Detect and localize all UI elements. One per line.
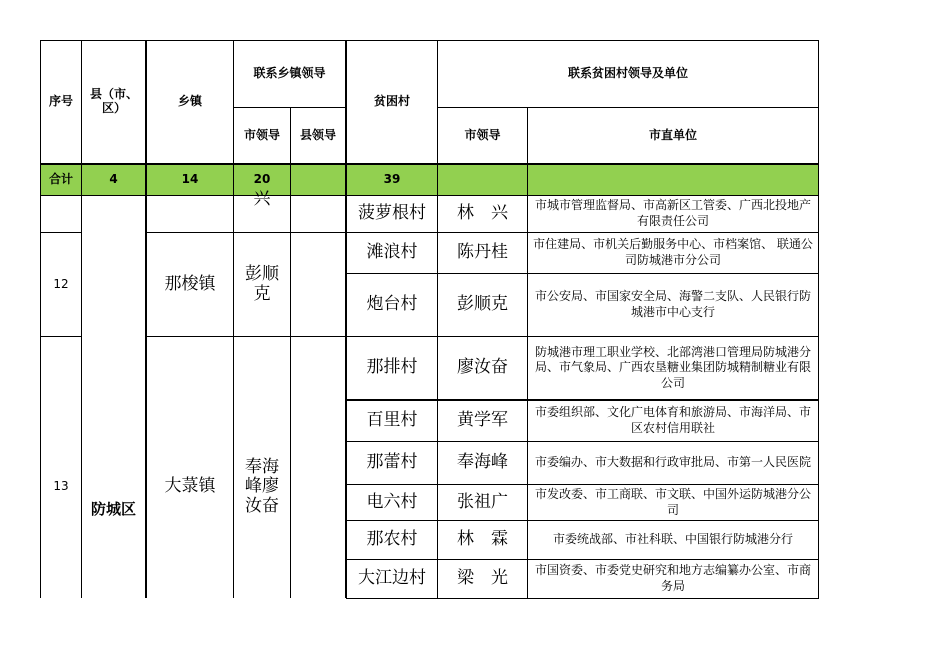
units-cell: 市委组织部、文化广电体育和旅游局、市海洋局、市区农村信用联社 — [534, 405, 811, 435]
units-cell: 市国资委、市委党史研究和地方志编纂办公室、市商务局 — [534, 563, 811, 593]
units-cell: 市公安局、市国家安全局、海警二支队、人民银行防城港市中心支行 — [534, 289, 811, 319]
total-villages: 39 — [383, 172, 401, 187]
leader-cell: 陈丹桂 — [457, 242, 508, 263]
header-city-leader: 市领导 — [243, 127, 280, 142]
leader-cell: 张祖广 — [457, 491, 508, 512]
town-city-leader-13: 奉海峰廖汝奋 — [245, 456, 279, 516]
village-cell: 百里村 — [366, 410, 418, 431]
units-cell: 防城港市理工职业学校、北部湾港口管理局防城港分局、市气象局、广西农垦糖业集团防城精制糖业有限公司 — [534, 344, 811, 390]
header-seq: 序号 — [48, 94, 73, 109]
units-cell: 市发改委、市工商联、市文联、中国外运防城港分公司 — [534, 486, 811, 517]
header-town-leaders: 联系乡镇领导 — [253, 66, 326, 81]
seq-13: 13 — [53, 479, 69, 494]
units-cell: 市委统战部、市社科联、中国银行防城港分行 — [552, 532, 793, 547]
total-counties: 4 — [109, 172, 118, 187]
header-village-city-leader: 市领导 — [464, 127, 501, 142]
units-cell: 市住建局、市机关后勤服务中心、市档案馆、 联通公司防城港市分公司 — [533, 237, 813, 267]
leader-cell: 奉海峰 — [457, 452, 508, 473]
header-city-units: 市直单位 — [648, 127, 697, 142]
total-city-leaders: 20 — [253, 172, 271, 187]
leader-cell: 梁 光 — [457, 568, 508, 589]
town-city-leader-12: 彭顺克 — [245, 263, 279, 304]
leader-cell: 林 霖 — [457, 529, 508, 550]
town-dalu: 大菉镇 — [164, 476, 216, 497]
leader-cell: 黄学军 — [457, 410, 508, 431]
total-label: 合计 — [48, 172, 73, 187]
units-cell: 市城市管理监督局、市高新区工管委、广西北投地产有限责任公司 — [534, 198, 811, 228]
seq-12: 12 — [53, 276, 69, 291]
town-nasuo: 那梭镇 — [164, 273, 216, 294]
village-cell: 炮台村 — [366, 294, 418, 315]
village-cell: 滩浪村 — [366, 242, 418, 263]
total-towns: 14 — [181, 172, 199, 187]
village-cell: 那蕾村 — [366, 452, 418, 473]
header-county: 县（市、区） — [89, 87, 138, 115]
county-fangcheng: 防城区 — [90, 500, 136, 519]
header-town: 乡镇 — [177, 94, 202, 109]
header-village-leaders-units: 联系贫困村领导及单位 — [567, 66, 688, 81]
leader-cell: 林 兴 — [457, 203, 508, 224]
village-cell: 那农村 — [366, 529, 418, 550]
village-cell: 菠萝根村 — [358, 203, 426, 224]
leader-cell: 廖汝奋 — [457, 357, 508, 378]
carry-over-leader: 兴 — [253, 189, 271, 209]
units-cell: 市委编办、市大数据和行政审批局、市第一人民医院 — [534, 455, 811, 470]
village-cell: 那排村 — [366, 357, 418, 378]
village-cell: 电六村 — [366, 491, 418, 512]
village-cell: 大江边村 — [358, 568, 426, 589]
header-village: 贫困村 — [373, 94, 410, 109]
leader-cell: 彭顺克 — [457, 294, 508, 315]
header-county-leader: 县领导 — [299, 127, 336, 142]
